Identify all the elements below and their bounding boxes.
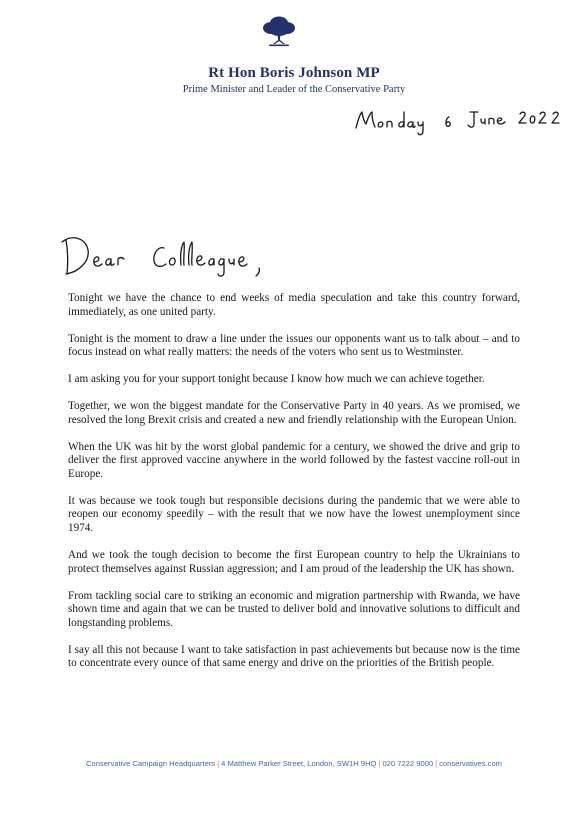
letterhead-name: Rt Hon Boris Johnson MP <box>208 65 380 81</box>
letter-footer <box>0 759 588 768</box>
body-paragraph: It was because we took tough but responsible decisions during the pandemic that we were able to reopen our economy speedily – with the result that we now have the lowest unemployment since 1974. <box>68 494 520 535</box>
body-paragraph: Tonight we have the chance to end weeks of media speculation and take this country forward, immediately, as one united party. <box>68 292 520 318</box>
oak-tree-icon <box>261 14 297 50</box>
footer-website[interactable]: conservatives.com <box>439 759 503 768</box>
letter-body <box>68 292 520 684</box>
footer-phone: 020 7222 9000 <box>382 759 434 768</box>
body-paragraph: And we took the tough decision to become the first European country to help the Ukrainians to protect themselves against Russian aggression; and I am proud of the leadership the UK has shown. <box>68 549 520 575</box>
body-paragraph: When the UK was hit by the worst global pandemic for a century, we showed the drive and grip to deliver the first approved vaccine anywhere in the world followed by the fastest vaccine roll-out in Europe. <box>68 440 520 480</box>
handwritten-date <box>350 100 580 140</box>
body-paragraph: From tackling social care to striking an economic and migration partnership with Rwanda, we have shown time and again that we can be trusted to deliver bold and innovative solutions to difficult and longstanding problems. <box>68 589 520 629</box>
body-paragraph: Together, we won the biggest mandate for the Conservative Party in 40 years. As we promised, we resolved the long Brexit crisis and created a new and friendly relationship with the European Union. <box>68 400 520 426</box>
letterhead-role: Prime Minister and Leader of the Conservative Party <box>182 84 406 95</box>
body-paragraph: I am asking you for your support tonight because I know how much we can achieve together. <box>68 373 485 386</box>
footer-address: 4 Matthew Parker Street, London, SW1H 9HQ <box>221 759 377 768</box>
footer-separator: | <box>217 759 220 768</box>
handwritten-salutation <box>58 228 288 284</box>
footer-separator: | <box>435 759 438 768</box>
body-paragraph: I say all this not because I want to take satisfaction in past achievements but because now is the time to concentrate every ounce of that same energy and drive on the priorities of the British people. <box>68 643 520 670</box>
footer-separator: | <box>378 759 381 768</box>
body-paragraph: Tonight is the moment to draw a line under the issues our opponents want us to talk about – and to focus instead on what really matters: the needs of the voters who sent us to Westminster. <box>68 332 520 359</box>
footer-org: Conservative Campaign Headquarters <box>85 759 216 768</box>
